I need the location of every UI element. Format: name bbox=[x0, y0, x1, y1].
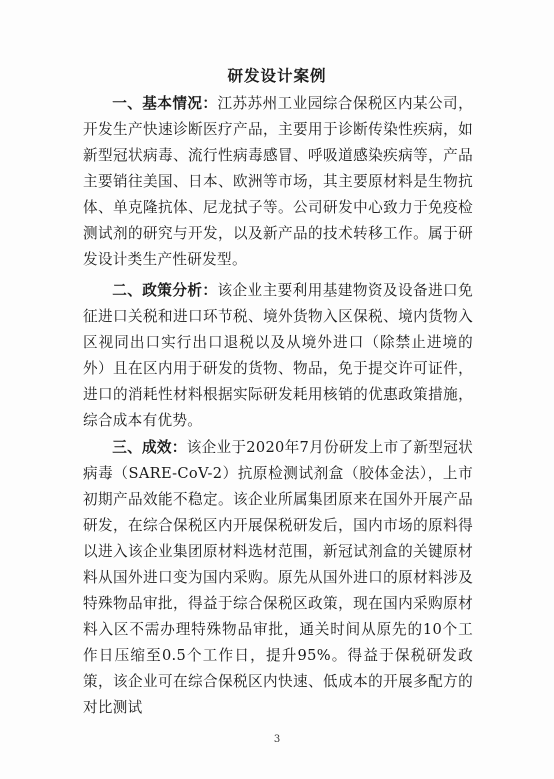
section-heading: 三、成效： bbox=[112, 439, 187, 456]
section-body: 江苏苏州工业园综合保税区内某公司，开发生产快速诊断医疗产品，主要用于诊断传染性疾病，如新型冠状病毒、流行性病毒感冒、呼吸道感染疾病等，产品主要销往美国、日本、欧洲等市场，其主要原材料是生物抗体、单克隆抗体、尼龙拭子等。公司研发中心致力于免疫检测试剂的研究与开发，以及新产品的技术转移工作。属于研发设计类生产性研发型。 bbox=[83, 95, 473, 268]
section-results bbox=[83, 435, 473, 721]
page-number: 3 bbox=[273, 734, 281, 745]
section-policy-analysis bbox=[83, 278, 473, 434]
section-heading: 二、政策分析： bbox=[112, 282, 218, 299]
section-heading: 一、基本情况： bbox=[112, 95, 218, 112]
section-body: 该企业主要利用基建物资及设备进口免征进口关税和进口环节税、境外货物入区保税、境内货物入区视同出口实行出口退税以及从境外进口（除禁止进境的外）且在区内用于研发的货物、物品，免于提交许可证件，进口的消耗性材料根据实际研发耗用核销的优惠政策措施，综合成本有优势。 bbox=[83, 282, 473, 429]
section-basic-info bbox=[83, 91, 473, 273]
section-body: 该企业于2020年7月份研发上市了新型冠状病毒（SARE-CoV-2）抗原检测试剂盒（胶体金法），上市初期产品效能不稳定。该企业所属集团原来在国外开展产品研发，在综合保税区内开展保税研发后，国内市场的原料得以进入该企业集团原材料选材范围，新冠试剂盒的关键原材料从国外进口变为国内采购。原先从国外进口的原材料涉及特殊物品审批，得益于综合保税区政策，现在国内采购原材料入区不需办理特殊物品审批，通关时间从原先的10个工作日压缩至0.5个工作日，提升95%。得益于保税研发政策，该企业可在综合保税区内快速、低成本的开展多配方的对比测试 bbox=[83, 439, 473, 716]
document-title: 研发设计案例 bbox=[227, 66, 327, 85]
